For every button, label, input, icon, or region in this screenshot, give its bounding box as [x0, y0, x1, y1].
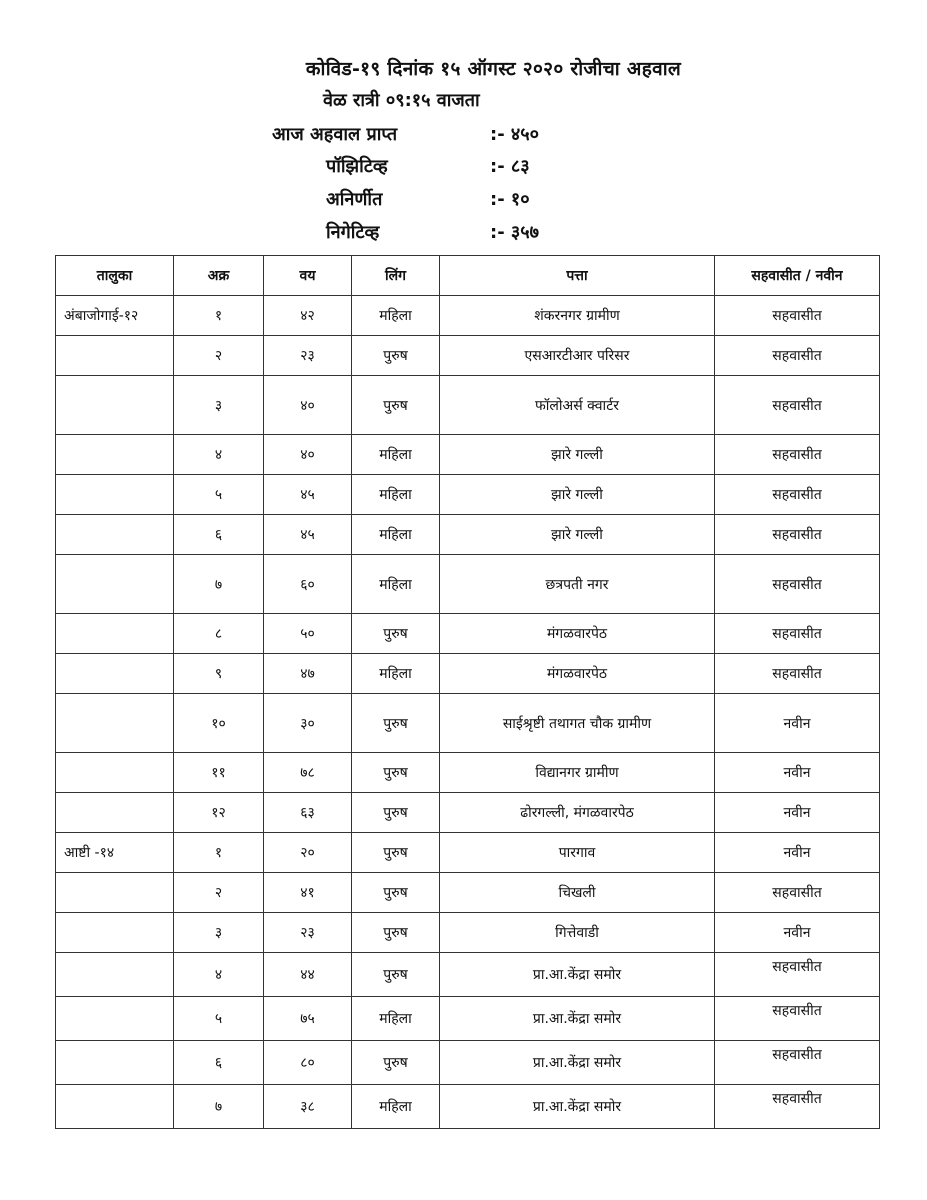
- table-row: [56, 694, 880, 753]
- cell-taluka: [56, 793, 174, 833]
- cell-sr: ११: [174, 753, 264, 793]
- cell-gender: पुरुष: [352, 873, 440, 913]
- cell-gender: पुरुष: [352, 1041, 440, 1085]
- cell-taluka: [56, 435, 174, 475]
- table-row: [56, 953, 880, 997]
- cell-gender: पुरुष: [352, 953, 440, 997]
- cell-taluka: [56, 997, 174, 1041]
- cell-gender: महिला: [352, 515, 440, 555]
- cell-age: ४७: [264, 654, 352, 694]
- cell-gender: पुरुष: [352, 793, 440, 833]
- cell-sr: ६: [174, 515, 264, 555]
- cell-status: नवीन: [715, 833, 880, 873]
- header-status: सहवासीत / नवीन: [715, 256, 880, 296]
- table-row: [56, 833, 880, 873]
- cell-address: ढोरगल्ली, मंगळवारपेठ: [440, 793, 715, 833]
- cell-taluka: [56, 1041, 174, 1085]
- table-row: [56, 475, 880, 515]
- table-row: [56, 913, 880, 953]
- report-title: कोविड-१९ दिनांक १५ ऑगस्ट २०२० रोजीचा अहवाल: [305, 58, 682, 80]
- summary-value: :- ३५७: [490, 222, 540, 243]
- cell-address: प्रा.आ.केंद्रा समोर: [440, 1041, 715, 1085]
- cell-gender: पुरुष: [352, 753, 440, 793]
- cell-age: ४१: [264, 873, 352, 913]
- cell-address: पारगाव: [440, 833, 715, 873]
- cell-gender: महिला: [352, 296, 440, 336]
- cell-status: सहवासीत: [715, 336, 880, 376]
- table-row: [56, 1085, 880, 1129]
- cell-age: २०: [264, 833, 352, 873]
- cell-address: एसआरटीआर परिसर: [440, 336, 715, 376]
- patient-table: [55, 255, 880, 1129]
- cell-gender: पुरुष: [352, 336, 440, 376]
- cell-address: प्रा.आ.केंद्रा समोर: [440, 1085, 715, 1129]
- cell-address: शंकरनगर ग्रामीण: [440, 296, 715, 336]
- cell-status: सहवासीत: [715, 1041, 880, 1085]
- cell-age: ४२: [264, 296, 352, 336]
- report-subtitle: वेळ रात्री ०९:१५ वाजता: [323, 90, 480, 111]
- cell-address: चिखली: [440, 873, 715, 913]
- cell-taluka: [56, 614, 174, 654]
- cell-sr: ५: [174, 475, 264, 515]
- summary-row-positive: [0, 154, 927, 184]
- cell-age: ७८: [264, 753, 352, 793]
- cell-status: सहवासीत: [715, 614, 880, 654]
- cell-address: प्रा.आ.केंद्रा समोर: [440, 997, 715, 1041]
- cell-address: फॉलोअर्स क्वार्टर: [440, 376, 715, 435]
- cell-sr: ३: [174, 913, 264, 953]
- cell-address: झारे गल्ली: [440, 475, 715, 515]
- cell-taluka: [56, 475, 174, 515]
- cell-gender: महिला: [352, 555, 440, 614]
- cell-gender: पुरुष: [352, 913, 440, 953]
- cell-gender: पुरुष: [352, 694, 440, 753]
- cell-gender: महिला: [352, 475, 440, 515]
- table-header-row: [56, 256, 880, 296]
- table-row: [56, 555, 880, 614]
- cell-sr: २: [174, 873, 264, 913]
- summary-label: पॉझिटिव्ह: [326, 156, 388, 177]
- cell-sr: ७: [174, 555, 264, 614]
- table-row: [56, 515, 880, 555]
- cell-address: प्रा.आ.केंद्रा समोर: [440, 953, 715, 997]
- table-row: [56, 873, 880, 913]
- header-sr: अक्र: [174, 256, 264, 296]
- cell-sr: ९: [174, 654, 264, 694]
- cell-age: ३०: [264, 694, 352, 753]
- cell-sr: ४: [174, 435, 264, 475]
- cell-status: नवीन: [715, 793, 880, 833]
- cell-gender: महिला: [352, 435, 440, 475]
- cell-address: साईश्रृष्टी तथागत चौक ग्रामीण: [440, 694, 715, 753]
- cell-address: विद्यानगर ग्रामीण: [440, 753, 715, 793]
- header-address: पत्ता: [440, 256, 715, 296]
- cell-sr: ८: [174, 614, 264, 654]
- cell-sr: ५: [174, 997, 264, 1041]
- table-row: [56, 1041, 880, 1085]
- cell-status: सहवासीत: [715, 515, 880, 555]
- header-taluka: तालुका: [56, 256, 174, 296]
- cell-taluka: [56, 694, 174, 753]
- summary-value: :- ८३: [490, 156, 530, 177]
- table-row: [56, 376, 880, 435]
- cell-age: ४०: [264, 376, 352, 435]
- cell-status: नवीन: [715, 694, 880, 753]
- cell-age: ३८: [264, 1085, 352, 1129]
- table-row: [56, 614, 880, 654]
- table-row: [56, 997, 880, 1041]
- summary-label: आज अहवाल प्राप्त: [272, 124, 398, 145]
- table-row: [56, 793, 880, 833]
- cell-taluka: [56, 376, 174, 435]
- cell-status: सहवासीत: [715, 296, 880, 336]
- cell-address: मंगळवारपेठ: [440, 654, 715, 694]
- cell-taluka: [56, 913, 174, 953]
- summary-label: अनिर्णीत: [326, 189, 383, 210]
- summary-row-received: [0, 122, 927, 152]
- cell-address: गित्तेवाडी: [440, 913, 715, 953]
- cell-status: सहवासीत: [715, 376, 880, 435]
- cell-age: ८०: [264, 1041, 352, 1085]
- cell-sr: २: [174, 336, 264, 376]
- cell-taluka: [56, 336, 174, 376]
- cell-sr: ३: [174, 376, 264, 435]
- table-row: [56, 336, 880, 376]
- cell-gender: पुरुष: [352, 614, 440, 654]
- cell-age: ५०: [264, 614, 352, 654]
- cell-sr: ४: [174, 953, 264, 997]
- cell-address: झारे गल्ली: [440, 515, 715, 555]
- cell-age: २३: [264, 336, 352, 376]
- cell-age: ४४: [264, 953, 352, 997]
- cell-taluka: [56, 873, 174, 913]
- table-row: [56, 753, 880, 793]
- cell-status: सहवासीत: [715, 873, 880, 913]
- summary-row-inconclusive: [0, 187, 927, 217]
- cell-age: ७५: [264, 997, 352, 1041]
- header-gender: लिंग: [352, 256, 440, 296]
- cell-taluka: [56, 1085, 174, 1129]
- cell-gender: महिला: [352, 1085, 440, 1129]
- cell-taluka: अंबाजोगाई-१२: [56, 296, 174, 336]
- cell-status: सहवासीत: [715, 953, 880, 997]
- cell-sr: ७: [174, 1085, 264, 1129]
- cell-age: ४०: [264, 435, 352, 475]
- cell-gender: पुरुष: [352, 833, 440, 873]
- summary-value: :- ४५०: [490, 124, 540, 145]
- cell-sr: १२: [174, 793, 264, 833]
- cell-status: सहवासीत: [715, 997, 880, 1041]
- cell-age: ६०: [264, 555, 352, 614]
- cell-gender: पुरुष: [352, 376, 440, 435]
- cell-age: २३: [264, 913, 352, 953]
- cell-sr: १: [174, 833, 264, 873]
- table-row: [56, 296, 880, 336]
- cell-address: झारे गल्ली: [440, 435, 715, 475]
- cell-address: छत्रपती नगर: [440, 555, 715, 614]
- cell-gender: महिला: [352, 997, 440, 1041]
- cell-taluka: [56, 953, 174, 997]
- header-age: वय: [264, 256, 352, 296]
- cell-taluka: [56, 654, 174, 694]
- cell-status: नवीन: [715, 753, 880, 793]
- cell-taluka: [56, 555, 174, 614]
- cell-sr: १: [174, 296, 264, 336]
- summary-label: निगेटिव्ह: [326, 222, 380, 243]
- cell-sr: ६: [174, 1041, 264, 1085]
- cell-status: सहवासीत: [715, 475, 880, 515]
- cell-age: ६३: [264, 793, 352, 833]
- cell-status: सहवासीत: [715, 435, 880, 475]
- table-row: [56, 435, 880, 475]
- cell-taluka: [56, 515, 174, 555]
- cell-taluka: [56, 753, 174, 793]
- cell-status: सहवासीत: [715, 1085, 880, 1129]
- cell-status: नवीन: [715, 913, 880, 953]
- summary-row-negative: [0, 220, 927, 250]
- cell-taluka: आष्टी -१४: [56, 833, 174, 873]
- cell-age: ४५: [264, 475, 352, 515]
- cell-gender: महिला: [352, 654, 440, 694]
- cell-age: ४५: [264, 515, 352, 555]
- cell-sr: १०: [174, 694, 264, 753]
- cell-status: सहवासीत: [715, 654, 880, 694]
- cell-status: सहवासीत: [715, 555, 880, 614]
- summary-value: :- १०: [490, 189, 530, 210]
- table-row: [56, 654, 880, 694]
- cell-address: मंगळवारपेठ: [440, 614, 715, 654]
